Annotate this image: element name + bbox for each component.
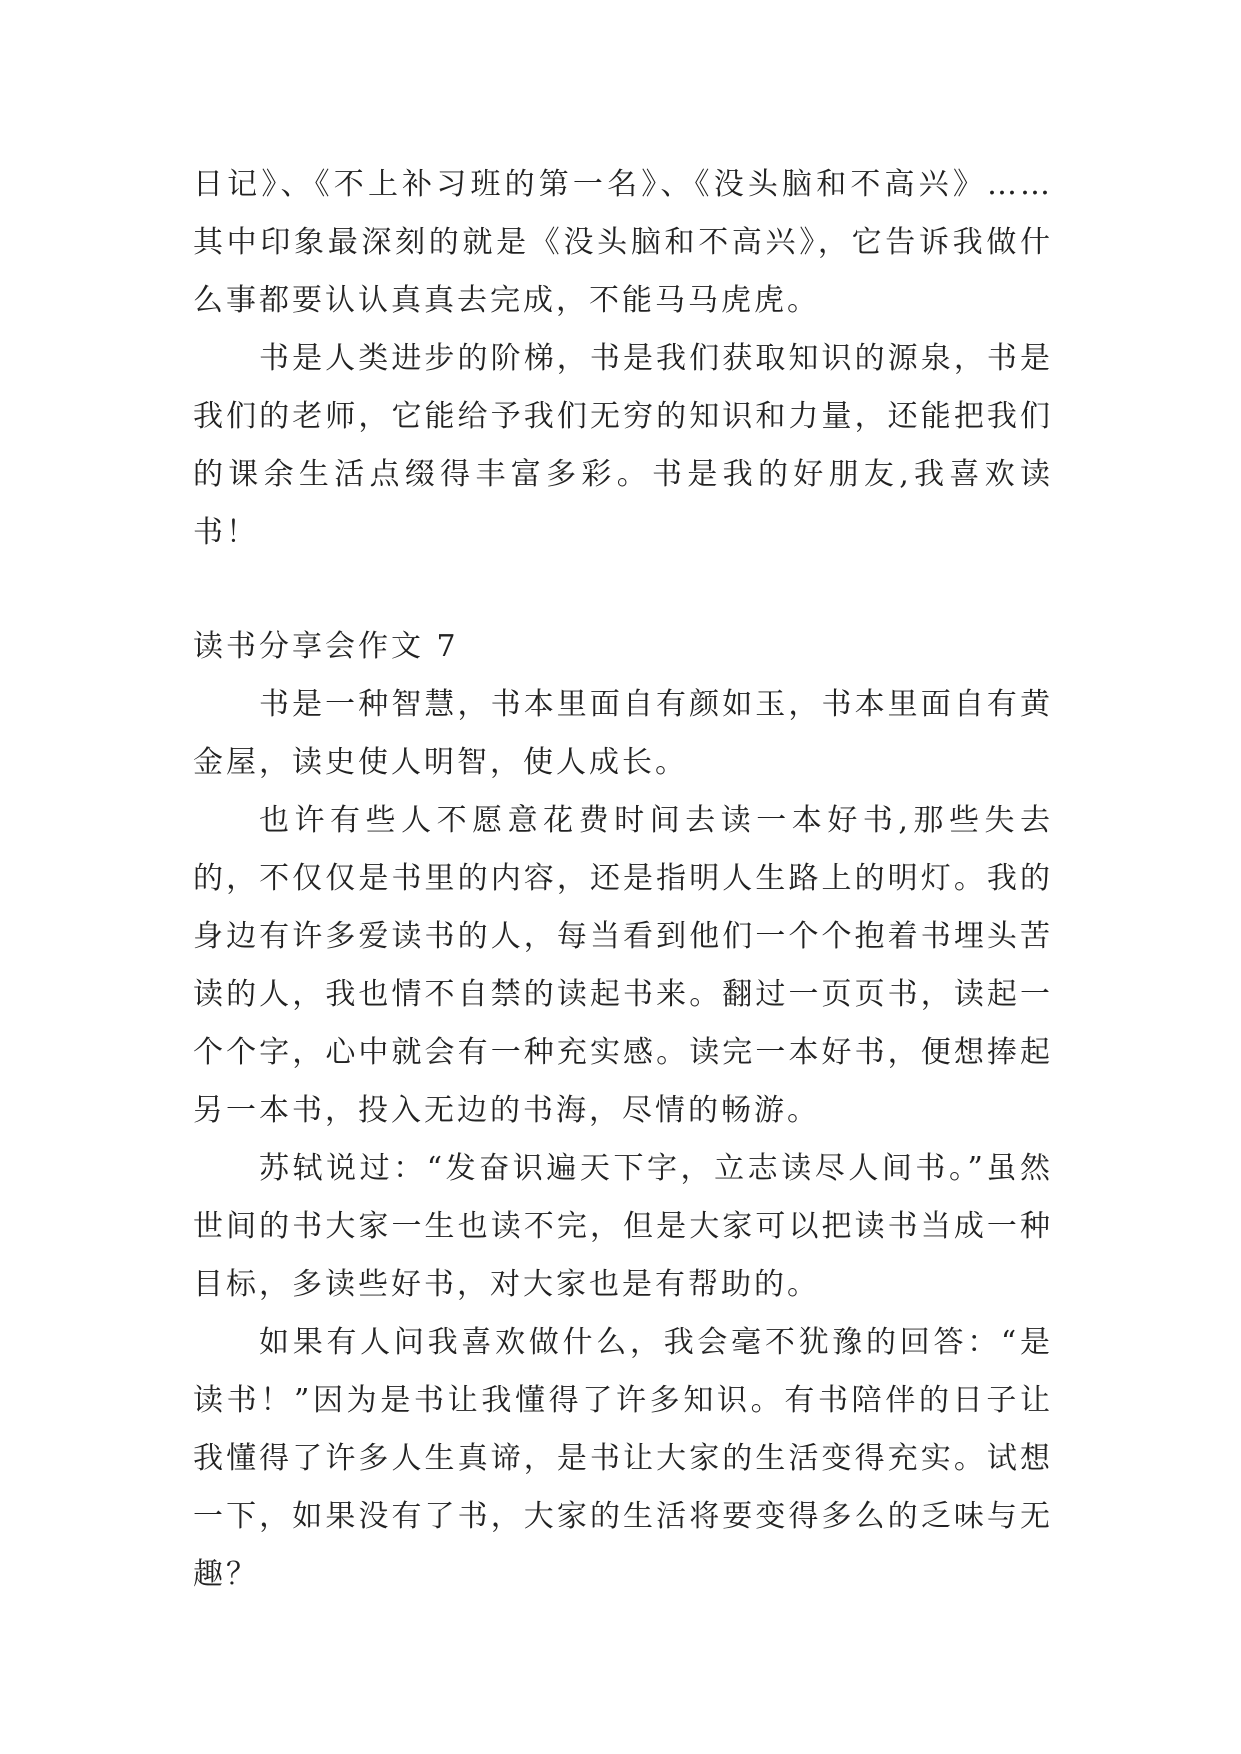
paragraph: 如果有人问我喜欢做什么，我会毫不犹豫的回答：“是读书！”因为是书让我懂得了许多知识。有书陪伴的日子让我懂得了许多人生真谛，是书让大家的生活变得充实。试想一下，如果没有了书，大家的生活将要变得多么的乏味与无趣？ (193, 1325, 1053, 1592)
paragraph: 也许有些人不愿意花费时间去读一本好书,那些失去的，不仅仅是书里的内容，还是指明人生路上的明灯。我的身边有许多爱读书的人，每当看到他们一个个抱着书埋头苦读的人，我也情不自禁的读起书来。翻过一页页书，读起一个个字，心中就会有一种充实感。读完一本好书，便想捧起另一本书，投入无边的书海，尽情的畅游。 (193, 803, 1053, 1128)
paragraph: 书是人类进步的阶梯，书是我们获取知识的源泉，书是我们的老师，它能给予我们无穷的知识和力量，还能把我们的课余生活点缀得丰富多彩。书是我的好朋友,我喜欢读书！ (193, 341, 1053, 550)
paragraph: 苏轼说过：“发奋识遍天下字，立志读尽人间书。”虽然世间的书大家一生也读不完，但是大家可以把读书当成一种目标，多读些好书，对大家也是有帮助的。 (193, 1151, 1053, 1302)
paragraph-continuation: 日记》、《不上补习班的第一名》、《没头脑和不高兴》……其中印象最深刻的就是《没头脑和不高兴》，它告诉我做什么事都要认认真真去完成，不能马马虎虎。 (193, 167, 1053, 318)
section-title: 读书分享会作文 7 (193, 629, 459, 664)
document-body (193, 156, 1053, 1604)
paragraph: 书是一种智慧，书本里面自有颜如玉，书本里面自有黄金屋，读史使人明智，使人成长。 (193, 687, 1053, 780)
